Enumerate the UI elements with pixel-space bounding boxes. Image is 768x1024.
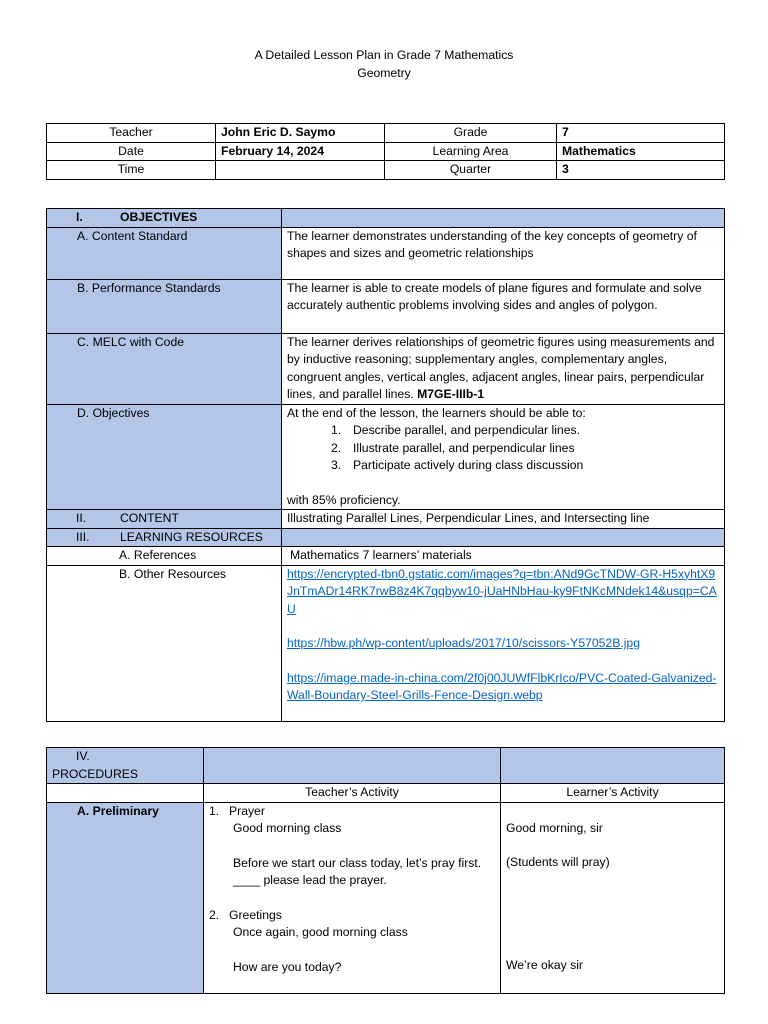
resources-heading	[47, 528, 282, 547]
content-num: II.	[76, 511, 87, 525]
quarter-value: 3	[557, 161, 725, 180]
resource-link[interactable]: https://hbw.ph/wp-content/uploads/2017/10/scissors-Y57052B.jpg	[287, 636, 640, 650]
objective-text: Participate actively during class discussion	[353, 458, 584, 472]
teacher-line: Before we start our class today, let’s pray first.	[233, 855, 482, 870]
content-standard-text: The learner demonstrates understanding of the key concepts of geometry of shapes and sizes and geometric relationships	[282, 227, 725, 279]
resources-heading-blank	[282, 528, 725, 547]
preliminary-label: A. Preliminary	[47, 802, 204, 993]
references-label: A. References	[47, 547, 282, 566]
prayer-title: Prayer	[229, 803, 265, 818]
quarter-label: Quarter	[385, 161, 557, 180]
learning-area-label: Learning Area	[385, 142, 557, 161]
date-label: Date	[47, 142, 216, 161]
objectives-num: I.	[76, 210, 83, 224]
learner-activity-cell	[501, 802, 725, 993]
teacher-activity-header: Teacher’s Activity	[204, 784, 501, 803]
melc-text	[282, 333, 725, 404]
teacher-value: John Eric D. Saymo	[216, 124, 385, 143]
resource-link[interactable]: https://image.made-in-china.com/2f0j00JUWfFlbKrIco/PVC-Coated-Galvanized-Wall-Boundary-Steel-Grills-Fence-Design.webp	[287, 670, 717, 702]
page-title: A Detailed Lesson Plan in Grade 7 Mathematics	[254, 48, 514, 62]
content-text: Illustrating Parallel Lines, Perpendicular Lines, and Intersecting line	[282, 510, 725, 529]
teacher-activity-cell	[204, 802, 501, 993]
resources-heading-text: LEARNING RESOURCES	[120, 529, 263, 544]
content-standard-label: A. Content Standard	[47, 227, 282, 279]
info-table	[46, 123, 725, 180]
procedures-num: IV.	[76, 749, 90, 763]
teacher-label: Teacher	[47, 124, 216, 143]
time-label: Time	[47, 161, 216, 180]
objectives-heading	[47, 209, 282, 228]
content-heading	[47, 510, 282, 529]
objective-text: Describe parallel, and perpendicular lines.	[353, 423, 580, 437]
objective-item	[287, 440, 719, 458]
objectives-table	[46, 208, 725, 722]
objectives-label: D. Objectives	[47, 404, 282, 510]
melc-code: M7GE-IIIb-1	[417, 387, 485, 401]
resource-link[interactable]: https://encrypted-tbn0.gstatic.com/images?q=tbn:ANd9GcTNDW-GR-H5xyhtX9JnTmADr14RK7rwB8z4K7qqbyw10-jUaHNbHau-ky9FtNKcMNdek14&usqp=CAU	[287, 566, 717, 616]
time-value	[216, 161, 385, 180]
procedures-heading-blank	[501, 748, 725, 784]
teacher-line: ____ please lead the prayer.	[233, 873, 387, 887]
teacher-line: Good morning class	[233, 821, 342, 835]
performance-standards-text: The learner is able to create models of plane figures and formulate and solve accurately authentic problems involving sides and angles of polygon.	[282, 279, 725, 333]
learner-activity-header: Learner’s Activity	[501, 784, 725, 803]
procedures-col-blank	[47, 784, 204, 803]
learner-line: (Students will pray)	[506, 855, 610, 869]
grade-label: Grade	[385, 124, 557, 143]
objective-num: 3.	[331, 458, 342, 472]
objective-text: Illustrate parallel, and perpendicular lines	[353, 440, 575, 455]
teacher-line: How are you today?	[233, 959, 342, 974]
references-text: Mathematics 7 learners’ materials	[282, 547, 725, 566]
objective-num: 1.	[331, 423, 342, 437]
learner-line: We’re okay sir	[506, 957, 583, 972]
grade-value: 7	[557, 124, 725, 143]
prayer-num: 1.	[209, 803, 220, 818]
procedures-table	[46, 747, 725, 994]
greetings-title: Greetings	[229, 907, 282, 922]
objectives-intro: At the end of the lesson, the learners should be able to:	[287, 405, 586, 420]
learner-line: Good morning, sir	[506, 820, 603, 835]
objective-num: 2.	[331, 440, 342, 455]
teacher-line: Once again, good morning class	[233, 925, 408, 939]
objectives-heading-text: OBJECTIVES	[120, 210, 198, 224]
procedures-heading-blank	[204, 748, 501, 784]
content-heading-text: CONTENT	[120, 511, 179, 525]
learning-area-value: Mathematics	[557, 142, 725, 161]
melc-label: C. MELC with Code	[47, 333, 282, 404]
other-resources-label: B. Other Resources	[47, 565, 282, 721]
objectives-outro: with 85% proficiency.	[287, 492, 401, 507]
date-value: February 14, 2024	[216, 142, 385, 161]
performance-standards-label: B. Performance Standards	[47, 279, 282, 333]
objectives-heading-blank	[282, 209, 725, 228]
melc-description: The learner derives relationships of geometric figures using measurements and by inductive reasoning; supplementary angles, complementary angles, congruent angles, vertical angles, adjacent angles, linear pairs, perpendicular lines, and parallel lines.	[287, 334, 715, 401]
other-resources-links	[282, 565, 725, 721]
objectives-text	[282, 404, 725, 510]
page-subtitle: Geometry	[357, 66, 411, 80]
procedures-heading	[47, 748, 204, 784]
greetings-num: 2.	[209, 907, 220, 922]
objective-item	[287, 422, 719, 440]
objective-item	[287, 457, 719, 475]
resources-num: III.	[76, 529, 90, 544]
procedures-heading-text: PROCEDURES	[52, 766, 139, 781]
